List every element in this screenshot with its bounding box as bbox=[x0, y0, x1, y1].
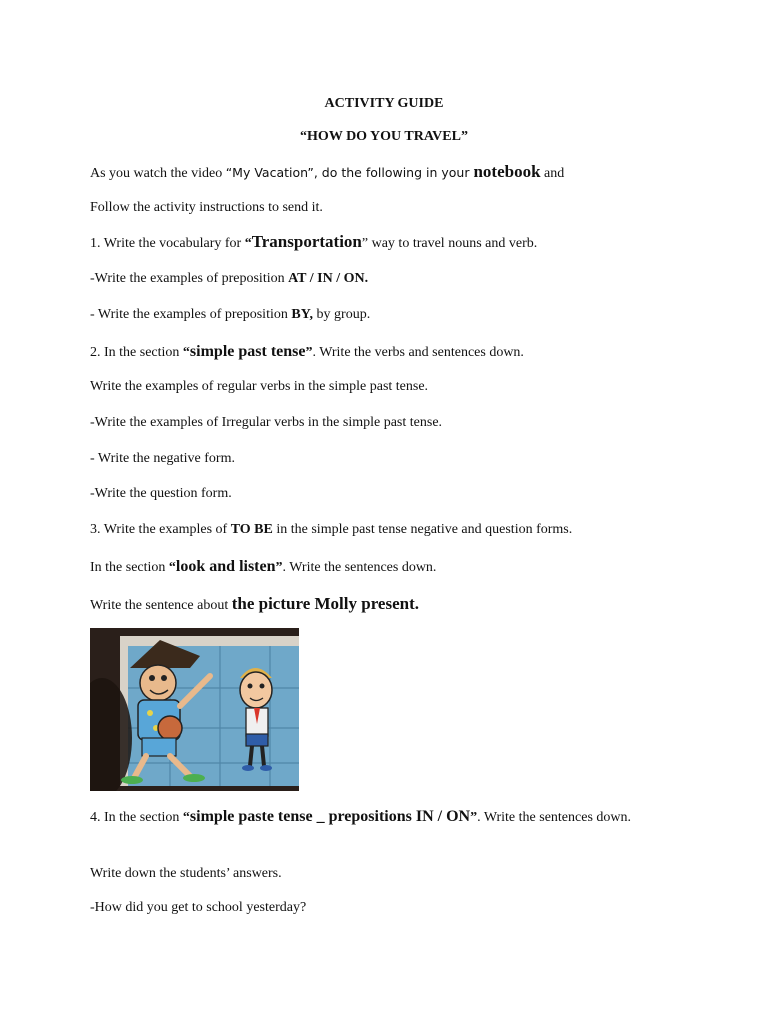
by-word: BY, bbox=[291, 307, 314, 322]
item-4-quote-close: ” bbox=[470, 810, 478, 825]
look-and-listen-line bbox=[90, 558, 436, 576]
prepositions-section-word: simple paste tense _ prepositions IN / ON bbox=[189, 808, 471, 825]
item-1 bbox=[90, 233, 537, 252]
item-3 bbox=[90, 521, 572, 538]
intro-paragraph bbox=[90, 163, 564, 182]
look-quote-open: “ bbox=[168, 560, 176, 575]
intro-text-b: “My Vacation”, do the following in your bbox=[225, 165, 474, 180]
picture-sentence-line bbox=[90, 595, 419, 614]
cartoon-drawing bbox=[90, 628, 299, 791]
page-title: ACTIVITY GUIDE bbox=[324, 96, 444, 111]
item-2-text: 2. In the section bbox=[90, 345, 183, 360]
look-and-listen-word: look and listen bbox=[175, 558, 276, 575]
look-quote-close: ” bbox=[275, 560, 283, 575]
item-4 bbox=[90, 806, 660, 829]
item-2-quote-open: “ bbox=[182, 345, 190, 360]
regular-verbs-line: Write the examples of regular verbs in the simple past tense. bbox=[90, 379, 429, 394]
look-text: In the section bbox=[90, 560, 169, 575]
preposition-by-text: - Write the examples of preposition bbox=[90, 307, 292, 322]
transportation-word: Transportation bbox=[251, 232, 362, 251]
item-1-text: 1. Write the vocabulary for bbox=[90, 236, 245, 251]
item-3-tail: in the simple past tense negative and question forms. bbox=[272, 522, 573, 537]
sentence-text: Write the sentence about bbox=[90, 598, 232, 613]
simple-past-tense-word: simple past tense bbox=[189, 343, 306, 360]
molly-picture-word: the picture Molly present. bbox=[231, 594, 420, 613]
to-be-word: TO BE bbox=[230, 522, 273, 537]
item-1-tail: ” way to travel nouns and verb. bbox=[361, 236, 538, 251]
item-4-quote-open: “ bbox=[182, 810, 190, 825]
item-2 bbox=[90, 343, 524, 361]
at-in-on-word: AT / IN / ON. bbox=[288, 271, 369, 286]
preposition-by-line bbox=[90, 306, 370, 323]
by-group-text: by group. bbox=[313, 307, 371, 322]
item-1-quote-open: “ bbox=[244, 236, 252, 251]
notebook-word: notebook bbox=[473, 162, 541, 181]
question-form-line: -Write the question form. bbox=[90, 486, 232, 501]
follow-instructions-line: Follow the activity instructions to send it. bbox=[90, 200, 323, 215]
negative-form-line: - Write the negative form. bbox=[90, 451, 235, 466]
item-4-tail: . Write the sentences down. bbox=[477, 810, 632, 825]
students-answers-line: Write down the students’ answers. bbox=[90, 866, 282, 881]
preposition-at-in-on-line bbox=[90, 270, 368, 287]
item-4-text: 4. In the section bbox=[90, 810, 183, 825]
item-3-text: 3. Write the examples of bbox=[90, 522, 231, 537]
preposition-at-text: -Write the examples of preposition bbox=[90, 271, 289, 286]
item-2-tail: . Write the verbs and sentences down. bbox=[312, 345, 524, 360]
irregular-verbs-line: -Write the examples of Irregular verbs in the simple past tense. bbox=[90, 415, 443, 430]
cartoon-illustration bbox=[90, 628, 299, 791]
intro-text-d: and bbox=[540, 166, 565, 181]
page-subtitle: “HOW DO YOU TRAVEL” bbox=[300, 129, 468, 144]
item-2-quote-close: ” bbox=[305, 345, 313, 360]
look-tail: . Write the sentences down. bbox=[282, 560, 437, 575]
intro-text-a: As you watch the video bbox=[90, 166, 226, 181]
how-did-you-get-line: -How did you get to school yesterday? bbox=[90, 900, 307, 915]
